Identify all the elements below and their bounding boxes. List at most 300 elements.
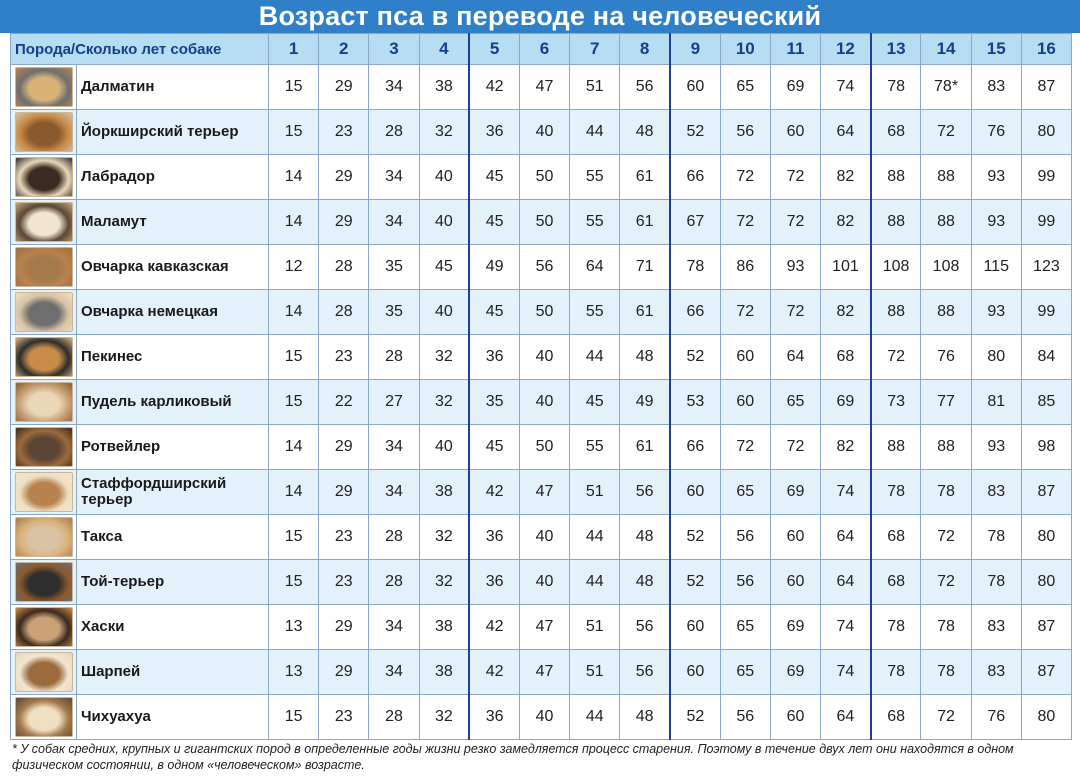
human-age-cell: 61 xyxy=(620,290,670,335)
year-header: 2 xyxy=(319,34,369,65)
human-age-cell: 88 xyxy=(871,200,921,245)
human-age-cell: 60 xyxy=(770,515,820,560)
human-age-cell: 44 xyxy=(570,695,620,740)
human-age-cell: 68 xyxy=(871,515,921,560)
human-age-cell: 78* xyxy=(921,65,971,110)
human-age-cell: 28 xyxy=(369,515,419,560)
table-row xyxy=(11,470,1072,515)
human-age-cell: 52 xyxy=(670,515,720,560)
human-age-cell: 35 xyxy=(469,380,519,425)
breed-name: Лабрадор xyxy=(77,155,269,200)
human-age-cell: 69 xyxy=(821,380,871,425)
breed-name: Хаски xyxy=(77,605,269,650)
human-age-cell: 61 xyxy=(620,425,670,470)
human-age-cell: 61 xyxy=(620,155,670,200)
human-age-cell: 64 xyxy=(570,245,620,290)
human-age-cell: 38 xyxy=(419,65,469,110)
human-age-cell: 14 xyxy=(269,200,319,245)
human-age-cell: 27 xyxy=(369,380,419,425)
human-age-cell: 83 xyxy=(971,65,1021,110)
human-age-cell: 61 xyxy=(620,200,670,245)
breed-name: Йоркширский терьер xyxy=(77,110,269,155)
human-age-cell: 38 xyxy=(419,605,469,650)
yorkshire-terrier-photo-icon xyxy=(15,112,73,152)
human-age-cell: 98 xyxy=(1021,425,1071,470)
human-age-cell: 14 xyxy=(269,290,319,335)
human-age-cell: 15 xyxy=(269,110,319,155)
human-age-cell: 87 xyxy=(1021,605,1071,650)
human-age-cell: 101 xyxy=(821,245,871,290)
human-age-cell: 42 xyxy=(469,605,519,650)
human-age-cell: 82 xyxy=(821,290,871,335)
human-age-cell: 69 xyxy=(770,65,820,110)
table-row xyxy=(11,110,1072,155)
footnote: * У собак средних, крупных и гигантских пород в определенные годы жизни резко замедляется процесс старения. Поэтому в течение двух лет они находятся в одном физическом состоянии, в одном «человеческом» возрасте. xyxy=(12,742,1014,772)
human-age-cell: 47 xyxy=(519,650,569,695)
human-age-cell: 60 xyxy=(670,65,720,110)
human-age-cell: 15 xyxy=(269,560,319,605)
human-age-cell: 65 xyxy=(770,380,820,425)
human-age-cell: 55 xyxy=(570,425,620,470)
human-age-cell: 82 xyxy=(821,425,871,470)
human-age-cell: 80 xyxy=(1021,560,1071,605)
human-age-cell: 99 xyxy=(1021,155,1071,200)
human-age-cell: 93 xyxy=(971,425,1021,470)
labrador-photo-icon xyxy=(15,157,73,197)
human-age-cell: 60 xyxy=(670,650,720,695)
human-age-cell: 80 xyxy=(971,335,1021,380)
human-age-cell: 42 xyxy=(469,650,519,695)
year-header: 4 xyxy=(419,34,469,65)
human-age-cell: 52 xyxy=(670,335,720,380)
year-header: 5 xyxy=(469,34,519,65)
table-row xyxy=(11,425,1072,470)
breed-name: Ротвейлер xyxy=(77,425,269,470)
human-age-cell: 71 xyxy=(620,245,670,290)
human-age-cell: 51 xyxy=(570,65,620,110)
page-title: Возраст пса в переводе на человеческий xyxy=(0,0,1080,33)
human-age-cell: 28 xyxy=(369,335,419,380)
breed-photo-cell xyxy=(11,515,77,560)
human-age-cell: 82 xyxy=(821,155,871,200)
miniature-poodle-photo-icon xyxy=(15,382,73,422)
human-age-cell: 45 xyxy=(469,290,519,335)
human-age-cell: 22 xyxy=(319,380,369,425)
human-age-cell: 49 xyxy=(469,245,519,290)
human-age-cell: 68 xyxy=(871,695,921,740)
year-header: 1 xyxy=(269,34,319,65)
human-age-cell: 34 xyxy=(369,65,419,110)
human-age-cell: 35 xyxy=(369,290,419,335)
breed-photo-cell xyxy=(11,200,77,245)
human-age-cell: 34 xyxy=(369,200,419,245)
human-age-cell: 13 xyxy=(269,650,319,695)
human-age-cell: 23 xyxy=(319,560,369,605)
human-age-cell: 28 xyxy=(319,290,369,335)
header-row xyxy=(11,34,1072,65)
human-age-cell: 42 xyxy=(469,65,519,110)
breed-photo-cell xyxy=(11,605,77,650)
human-age-cell: 60 xyxy=(770,560,820,605)
human-age-cell: 29 xyxy=(319,425,369,470)
human-age-cell: 85 xyxy=(1021,380,1071,425)
human-age-cell: 64 xyxy=(821,695,871,740)
human-age-cell: 15 xyxy=(269,380,319,425)
human-age-cell: 72 xyxy=(720,425,770,470)
human-age-cell: 52 xyxy=(670,695,720,740)
year-header: 12 xyxy=(821,34,871,65)
human-age-cell: 99 xyxy=(1021,290,1071,335)
human-age-cell: 48 xyxy=(620,695,670,740)
human-age-cell: 65 xyxy=(720,605,770,650)
human-age-cell: 76 xyxy=(921,335,971,380)
human-age-cell: 72 xyxy=(770,425,820,470)
human-age-cell: 78 xyxy=(871,605,921,650)
human-age-cell: 65 xyxy=(720,65,770,110)
breed-photo-cell xyxy=(11,245,77,290)
human-age-cell: 72 xyxy=(871,335,921,380)
human-age-cell: 82 xyxy=(821,200,871,245)
human-age-cell: 28 xyxy=(369,110,419,155)
human-age-cell: 44 xyxy=(570,110,620,155)
human-age-cell: 55 xyxy=(570,200,620,245)
year-header: 6 xyxy=(519,34,569,65)
human-age-cell: 66 xyxy=(670,155,720,200)
table-row xyxy=(11,155,1072,200)
human-age-cell: 36 xyxy=(469,110,519,155)
human-age-cell: 40 xyxy=(519,515,569,560)
human-age-cell: 15 xyxy=(269,65,319,110)
table-row xyxy=(11,605,1072,650)
human-age-cell: 51 xyxy=(570,470,620,515)
human-age-cell: 99 xyxy=(1021,200,1071,245)
human-age-cell: 55 xyxy=(570,290,620,335)
breed-name: Стаффордширский терьер xyxy=(77,470,269,515)
human-age-cell: 47 xyxy=(519,605,569,650)
breed-name: Маламут xyxy=(77,200,269,245)
human-age-cell: 15 xyxy=(269,335,319,380)
human-age-cell: 28 xyxy=(319,245,369,290)
human-age-cell: 45 xyxy=(419,245,469,290)
human-age-cell: 83 xyxy=(971,650,1021,695)
human-age-cell: 87 xyxy=(1021,65,1071,110)
human-age-cell: 28 xyxy=(369,560,419,605)
rottweiler-photo-icon xyxy=(15,427,73,467)
human-age-cell: 78 xyxy=(871,470,921,515)
human-age-cell: 88 xyxy=(871,425,921,470)
human-age-cell: 108 xyxy=(871,245,921,290)
breed-photo-cell xyxy=(11,290,77,335)
human-age-cell: 23 xyxy=(319,110,369,155)
human-age-cell: 64 xyxy=(821,515,871,560)
dalmatian-photo-icon xyxy=(15,67,73,107)
human-age-cell: 60 xyxy=(770,110,820,155)
human-age-cell: 78 xyxy=(871,65,921,110)
human-age-cell: 74 xyxy=(821,65,871,110)
human-age-cell: 72 xyxy=(770,155,820,200)
table-row xyxy=(11,515,1072,560)
human-age-cell: 48 xyxy=(620,515,670,560)
human-age-cell: 68 xyxy=(821,335,871,380)
human-age-cell: 83 xyxy=(971,605,1021,650)
human-age-cell: 88 xyxy=(921,155,971,200)
human-age-cell: 72 xyxy=(921,110,971,155)
human-age-cell: 64 xyxy=(821,560,871,605)
human-age-cell: 56 xyxy=(620,650,670,695)
human-age-cell: 50 xyxy=(519,425,569,470)
breed-name: Пудель карликовый xyxy=(77,380,269,425)
human-age-cell: 72 xyxy=(921,515,971,560)
human-age-cell: 87 xyxy=(1021,470,1071,515)
human-age-cell: 84 xyxy=(1021,335,1071,380)
human-age-cell: 78 xyxy=(921,470,971,515)
human-age-cell: 34 xyxy=(369,605,419,650)
human-age-cell: 48 xyxy=(620,335,670,380)
year-header: 16 xyxy=(1021,34,1071,65)
human-age-cell: 72 xyxy=(720,155,770,200)
shar-pei-photo-icon xyxy=(15,652,73,692)
year-header: 7 xyxy=(570,34,620,65)
human-age-cell: 34 xyxy=(369,470,419,515)
human-age-cell: 40 xyxy=(519,335,569,380)
human-age-cell: 65 xyxy=(720,470,770,515)
human-age-cell: 72 xyxy=(921,695,971,740)
human-age-cell: 80 xyxy=(1021,515,1071,560)
human-age-cell: 56 xyxy=(720,560,770,605)
human-age-cell: 80 xyxy=(1021,695,1071,740)
human-age-cell: 14 xyxy=(269,425,319,470)
human-age-cell: 93 xyxy=(971,290,1021,335)
human-age-cell: 88 xyxy=(871,290,921,335)
human-age-cell: 42 xyxy=(469,470,519,515)
human-age-cell: 32 xyxy=(419,110,469,155)
husky-photo-icon xyxy=(15,607,73,647)
human-age-cell: 29 xyxy=(319,470,369,515)
table-row xyxy=(11,200,1072,245)
human-age-cell: 50 xyxy=(519,155,569,200)
human-age-cell: 29 xyxy=(319,605,369,650)
human-age-cell: 50 xyxy=(519,290,569,335)
human-age-cell: 66 xyxy=(670,290,720,335)
dog-age-table xyxy=(10,33,1072,740)
human-age-cell: 72 xyxy=(720,200,770,245)
human-age-cell: 12 xyxy=(269,245,319,290)
human-age-cell: 44 xyxy=(570,560,620,605)
human-age-cell: 13 xyxy=(269,605,319,650)
breed-photo-cell xyxy=(11,155,77,200)
human-age-cell: 88 xyxy=(921,200,971,245)
human-age-cell: 78 xyxy=(971,560,1021,605)
human-age-cell: 78 xyxy=(871,650,921,695)
breed-name: Овчарка кавказская xyxy=(77,245,269,290)
human-age-cell: 88 xyxy=(921,425,971,470)
breed-name: Далматин xyxy=(77,65,269,110)
breed-photo-cell xyxy=(11,110,77,155)
human-age-cell: 40 xyxy=(419,290,469,335)
year-header: 14 xyxy=(921,34,971,65)
human-age-cell: 29 xyxy=(319,200,369,245)
human-age-cell: 36 xyxy=(469,695,519,740)
human-age-cell: 40 xyxy=(419,200,469,245)
human-age-cell: 53 xyxy=(670,380,720,425)
human-age-cell: 28 xyxy=(369,695,419,740)
human-age-cell: 108 xyxy=(921,245,971,290)
human-age-cell: 34 xyxy=(369,650,419,695)
year-header: 15 xyxy=(971,34,1021,65)
breed-photo-cell xyxy=(11,425,77,470)
human-age-cell: 40 xyxy=(519,560,569,605)
breed-photo-cell xyxy=(11,65,77,110)
breed-name: Шарпей xyxy=(77,650,269,695)
human-age-cell: 44 xyxy=(570,515,620,560)
human-age-cell: 78 xyxy=(921,650,971,695)
human-age-cell: 68 xyxy=(871,560,921,605)
human-age-cell: 56 xyxy=(720,515,770,560)
human-age-cell: 14 xyxy=(269,470,319,515)
human-age-cell: 115 xyxy=(971,245,1021,290)
human-age-cell: 47 xyxy=(519,65,569,110)
human-age-cell: 74 xyxy=(821,650,871,695)
human-age-cell: 34 xyxy=(369,425,419,470)
human-age-cell: 15 xyxy=(269,695,319,740)
dachshund-photo-icon xyxy=(15,517,73,557)
human-age-cell: 56 xyxy=(620,65,670,110)
human-age-cell: 66 xyxy=(670,425,720,470)
human-age-cell: 87 xyxy=(1021,650,1071,695)
human-age-cell: 48 xyxy=(620,110,670,155)
human-age-cell: 88 xyxy=(871,155,921,200)
table-row xyxy=(11,560,1072,605)
table-row xyxy=(11,695,1072,740)
year-header: 13 xyxy=(871,34,921,65)
staffordshire-terrier-photo-icon xyxy=(15,472,73,512)
human-age-cell: 77 xyxy=(921,380,971,425)
caucasian-shepherd-photo-icon xyxy=(15,247,73,287)
human-age-cell: 74 xyxy=(821,605,871,650)
breed-photo-cell xyxy=(11,650,77,695)
human-age-cell: 23 xyxy=(319,335,369,380)
human-age-cell: 40 xyxy=(519,695,569,740)
human-age-cell: 65 xyxy=(720,650,770,695)
breed-photo-cell xyxy=(11,380,77,425)
breed-name: Чихуахуа xyxy=(77,695,269,740)
human-age-cell: 67 xyxy=(670,200,720,245)
year-header: 9 xyxy=(670,34,720,65)
human-age-cell: 36 xyxy=(469,515,519,560)
human-age-cell: 32 xyxy=(419,695,469,740)
human-age-cell: 93 xyxy=(971,155,1021,200)
human-age-cell: 78 xyxy=(921,605,971,650)
human-age-cell: 76 xyxy=(971,695,1021,740)
human-age-cell: 14 xyxy=(269,155,319,200)
human-age-cell: 50 xyxy=(519,200,569,245)
human-age-cell: 72 xyxy=(770,290,820,335)
table-row xyxy=(11,650,1072,695)
human-age-cell: 38 xyxy=(419,650,469,695)
human-age-cell: 45 xyxy=(570,380,620,425)
human-age-cell: 40 xyxy=(419,155,469,200)
human-age-cell: 51 xyxy=(570,605,620,650)
human-age-cell: 86 xyxy=(720,245,770,290)
human-age-cell: 76 xyxy=(971,110,1021,155)
human-age-cell: 56 xyxy=(519,245,569,290)
human-age-cell: 32 xyxy=(419,380,469,425)
year-header: 8 xyxy=(620,34,670,65)
human-age-cell: 23 xyxy=(319,695,369,740)
human-age-cell: 72 xyxy=(921,560,971,605)
human-age-cell: 56 xyxy=(720,695,770,740)
human-age-cell: 51 xyxy=(570,650,620,695)
chihuahua-photo-icon xyxy=(15,697,73,737)
breed-photo-cell xyxy=(11,335,77,380)
human-age-cell: 68 xyxy=(871,110,921,155)
human-age-cell: 32 xyxy=(419,515,469,560)
human-age-cell: 35 xyxy=(369,245,419,290)
table-row xyxy=(11,245,1072,290)
human-age-cell: 78 xyxy=(971,515,1021,560)
breed-name: Той-терьер xyxy=(77,560,269,605)
human-age-cell: 48 xyxy=(620,560,670,605)
table-row xyxy=(11,380,1072,425)
human-age-cell: 45 xyxy=(469,155,519,200)
table-row xyxy=(11,65,1072,110)
human-age-cell: 64 xyxy=(770,335,820,380)
human-age-cell: 40 xyxy=(419,425,469,470)
human-age-cell: 72 xyxy=(720,290,770,335)
human-age-cell: 69 xyxy=(770,470,820,515)
toy-terrier-photo-icon xyxy=(15,562,73,602)
year-header: 10 xyxy=(720,34,770,65)
german-shepherd-photo-icon xyxy=(15,292,73,332)
human-age-cell: 74 xyxy=(821,470,871,515)
human-age-cell: 29 xyxy=(319,155,369,200)
breed-photo-cell xyxy=(11,695,77,740)
human-age-cell: 60 xyxy=(720,380,770,425)
human-age-cell: 36 xyxy=(469,560,519,605)
table-body xyxy=(11,65,1072,740)
human-age-cell: 78 xyxy=(670,245,720,290)
human-age-cell: 36 xyxy=(469,335,519,380)
year-header: 3 xyxy=(369,34,419,65)
human-age-cell: 73 xyxy=(871,380,921,425)
breed-name: Пекинес xyxy=(77,335,269,380)
human-age-cell: 15 xyxy=(269,515,319,560)
human-age-cell: 32 xyxy=(419,560,469,605)
human-age-cell: 52 xyxy=(670,560,720,605)
human-age-cell: 47 xyxy=(519,470,569,515)
human-age-cell: 72 xyxy=(770,200,820,245)
human-age-cell: 40 xyxy=(519,380,569,425)
human-age-cell: 55 xyxy=(570,155,620,200)
human-age-cell: 45 xyxy=(469,425,519,470)
breed-photo-cell xyxy=(11,470,77,515)
human-age-cell: 60 xyxy=(670,605,720,650)
human-age-cell: 29 xyxy=(319,650,369,695)
human-age-cell: 29 xyxy=(319,65,369,110)
human-age-cell: 93 xyxy=(971,200,1021,245)
breed-column-header: Порода/Сколько лет собаке xyxy=(11,34,269,65)
human-age-cell: 64 xyxy=(821,110,871,155)
breed-name: Такса xyxy=(77,515,269,560)
table-row xyxy=(11,290,1072,335)
human-age-cell: 123 xyxy=(1021,245,1071,290)
human-age-cell: 56 xyxy=(720,110,770,155)
human-age-cell: 23 xyxy=(319,515,369,560)
human-age-cell: 83 xyxy=(971,470,1021,515)
year-header: 11 xyxy=(770,34,820,65)
malamute-photo-icon xyxy=(15,202,73,242)
human-age-cell: 93 xyxy=(770,245,820,290)
